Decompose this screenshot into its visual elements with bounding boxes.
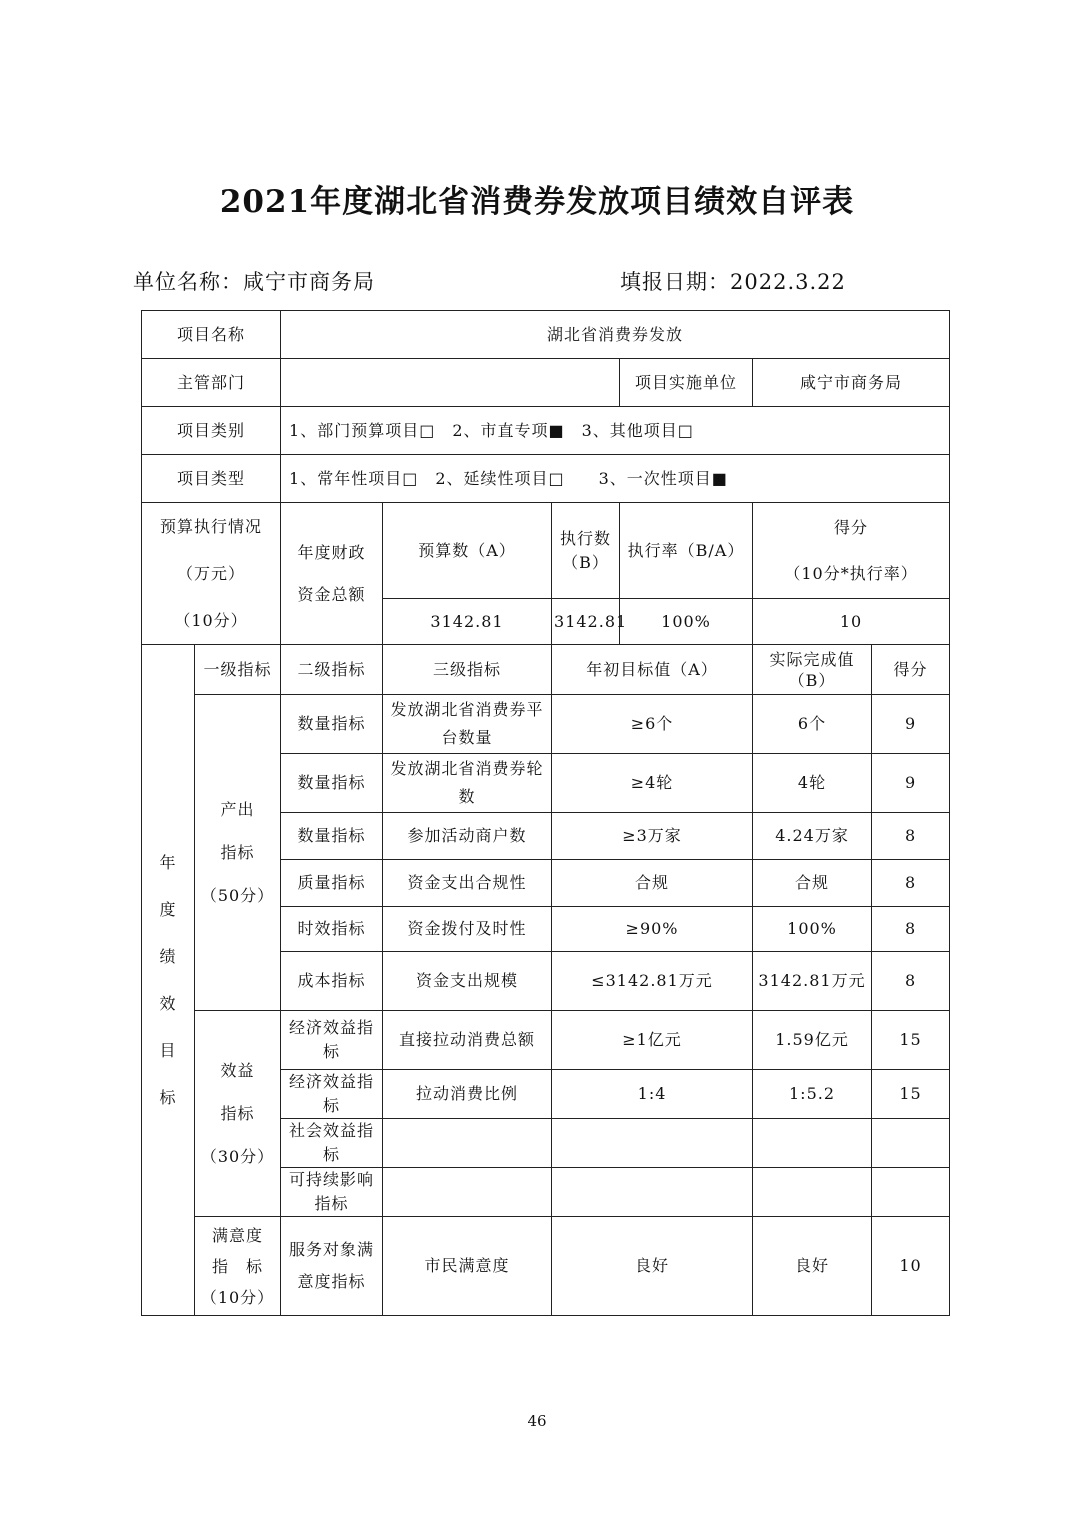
report-date: 填报日期：2022.3.22 bbox=[620, 270, 846, 294]
row9-actual bbox=[753, 1119, 872, 1168]
satisfaction-group-line2: 指 标 bbox=[212, 1256, 264, 1276]
score-header: 得分 bbox=[872, 645, 950, 695]
row3-target: ≥3万家 bbox=[552, 813, 753, 860]
row10-target bbox=[552, 1168, 753, 1217]
annual-goal-char: 目 bbox=[159, 1041, 177, 1060]
row2-target: ≥4轮 bbox=[552, 754, 753, 813]
row2-actual: 4轮 bbox=[753, 754, 872, 813]
row8-target: 1:4 bbox=[552, 1070, 753, 1119]
budget-label-line1: 预算执行情况 bbox=[160, 517, 263, 536]
row7-level3: 直接拉动消费总额 bbox=[383, 1011, 552, 1070]
budget-score-header-line2: （10分*执行率） bbox=[784, 563, 918, 583]
row4-level2: 质量指标 bbox=[281, 860, 383, 907]
page-number: 46 bbox=[527, 1412, 547, 1430]
row7-score: 15 bbox=[872, 1011, 950, 1070]
fund-total-line2: 资金总额 bbox=[297, 584, 366, 604]
satisfaction-group-line3: （10分） bbox=[200, 1287, 275, 1307]
fund-total-label bbox=[281, 503, 383, 645]
row1-level2: 数量指标 bbox=[281, 695, 383, 754]
row2-level3: 发放湖北省消费券轮数 bbox=[383, 754, 552, 813]
row5-actual: 100% bbox=[753, 907, 872, 952]
budget-score-header bbox=[753, 503, 950, 599]
benefit-group bbox=[195, 1011, 281, 1217]
row7-target: ≥1亿元 bbox=[552, 1011, 753, 1070]
budget-amount-value: 3142.81 bbox=[383, 599, 552, 645]
fund-total-line1: 年度财政 bbox=[297, 542, 366, 562]
output-group-line2: 指标 bbox=[220, 843, 255, 862]
performance-table bbox=[141, 310, 950, 1316]
exec-rate-value: 100% bbox=[620, 599, 753, 645]
output-group bbox=[195, 695, 281, 1011]
row1-actual: 6个 bbox=[753, 695, 872, 754]
budget-label-line3: （10分） bbox=[174, 611, 248, 630]
row3-actual: 4.24万家 bbox=[753, 813, 872, 860]
budget-score-header-line1: 得分 bbox=[834, 517, 869, 537]
row4-score: 8 bbox=[872, 860, 950, 907]
category-label: 项目类别 bbox=[142, 407, 281, 455]
row8-actual: 1:5.2 bbox=[753, 1070, 872, 1119]
row4-target: 合规 bbox=[552, 860, 753, 907]
row2-level2: 数量指标 bbox=[281, 754, 383, 813]
benefit-group-line2: 指标 bbox=[220, 1104, 255, 1123]
row6-level3: 资金支出规模 bbox=[383, 952, 552, 1011]
row9-score bbox=[872, 1119, 950, 1168]
row9-target bbox=[552, 1119, 753, 1168]
level2-header: 二级指标 bbox=[281, 645, 383, 695]
annual-goal-char: 年 bbox=[159, 853, 177, 872]
row2-score: 9 bbox=[872, 754, 950, 813]
type-label: 项目类型 bbox=[142, 455, 281, 503]
output-group-line3: （50分） bbox=[200, 886, 275, 905]
row5-level2: 时效指标 bbox=[281, 907, 383, 952]
row11-target: 良好 bbox=[552, 1217, 753, 1316]
level3-header: 三级指标 bbox=[383, 645, 552, 695]
budget-amount-header: 预算数（A） bbox=[383, 503, 552, 599]
annual-goal-label bbox=[142, 645, 195, 1316]
row5-level3: 资金拨付及时性 bbox=[383, 907, 552, 952]
row11-score: 10 bbox=[872, 1217, 950, 1316]
exec-rate-header: 执行率（B/A） bbox=[620, 503, 753, 599]
budget-label bbox=[142, 503, 281, 645]
row6-score: 8 bbox=[872, 952, 950, 1011]
row1-score: 9 bbox=[872, 695, 950, 754]
row8-level3: 拉动消费比例 bbox=[383, 1070, 552, 1119]
row10-actual bbox=[753, 1168, 872, 1217]
row1-target: ≥6个 bbox=[552, 695, 753, 754]
row9-level2: 社会效益指标 bbox=[281, 1119, 383, 1168]
row3-level3: 参加活动商户数 bbox=[383, 813, 552, 860]
annual-goal-char: 标 bbox=[159, 1088, 177, 1107]
row11-actual: 良好 bbox=[753, 1217, 872, 1316]
annual-goal-char: 绩 bbox=[159, 947, 177, 966]
exec-amount-header: 执行数（B） bbox=[552, 503, 620, 599]
exec-amount-value: 3142.81 bbox=[552, 599, 620, 645]
row4-actual: 合规 bbox=[753, 860, 872, 907]
row6-level2: 成本指标 bbox=[281, 952, 383, 1011]
row11-level2: 服务对象满意度指标 bbox=[281, 1217, 383, 1316]
annual-goal-char: 效 bbox=[159, 994, 177, 1013]
row10-level3 bbox=[383, 1168, 552, 1217]
project-name-value: 湖北省消费券发放 bbox=[281, 311, 950, 359]
row5-target: ≥90% bbox=[552, 907, 753, 952]
row3-score: 8 bbox=[872, 813, 950, 860]
annual-goal-vertical-text bbox=[142, 839, 194, 1121]
row5-score: 8 bbox=[872, 907, 950, 952]
row3-level2: 数量指标 bbox=[281, 813, 383, 860]
impl-unit-value: 咸宁市商务局 bbox=[753, 359, 950, 407]
row11-level3: 市民满意度 bbox=[383, 1217, 552, 1316]
dept-value bbox=[281, 359, 620, 407]
target-header: 年初目标值（A） bbox=[552, 645, 753, 695]
satisfaction-group bbox=[195, 1217, 281, 1316]
level1-header: 一级指标 bbox=[195, 645, 281, 695]
benefit-group-line3: （30分） bbox=[200, 1147, 275, 1166]
row1-level3: 发放湖北省消费券平台数量 bbox=[383, 695, 552, 754]
row6-actual: 3142.81万元 bbox=[753, 952, 872, 1011]
annual-goal-char: 度 bbox=[159, 900, 177, 919]
row8-score: 15 bbox=[872, 1070, 950, 1119]
row8-level2: 经济效益指标 bbox=[281, 1070, 383, 1119]
project-name-label: 项目名称 bbox=[142, 311, 281, 359]
dept-label: 主管部门 bbox=[142, 359, 281, 407]
actual-header: 实际完成值（B） bbox=[753, 645, 872, 695]
row9-level3 bbox=[383, 1119, 552, 1168]
unit-name: 单位名称：咸宁市商务局 bbox=[133, 270, 375, 294]
output-group-line1: 产出 bbox=[220, 800, 255, 819]
benefit-group-line1: 效益 bbox=[220, 1061, 255, 1080]
type-value: 1、常年性项目□ 2、延续性项目□ 3、一次性项目■ bbox=[281, 455, 950, 503]
row10-score bbox=[872, 1168, 950, 1217]
row6-target: ≤3142.81万元 bbox=[552, 952, 753, 1011]
budget-label-line2: （万元） bbox=[177, 564, 246, 583]
row10-level2: 可持续影响指标 bbox=[281, 1168, 383, 1217]
row7-level2: 经济效益指标 bbox=[281, 1011, 383, 1070]
budget-score-value: 10 bbox=[753, 599, 950, 645]
row4-level3: 资金支出合规性 bbox=[383, 860, 552, 907]
category-value: 1、部门预算项目□ 2、市直专项■ 3、其他项目□ bbox=[281, 407, 950, 455]
page-title: 2021年度湖北省消费券发放项目绩效自评表 bbox=[219, 184, 855, 220]
impl-unit-label: 项目实施单位 bbox=[620, 359, 753, 407]
row7-actual: 1.59亿元 bbox=[753, 1011, 872, 1070]
satisfaction-group-line1: 满意度 bbox=[212, 1225, 264, 1245]
